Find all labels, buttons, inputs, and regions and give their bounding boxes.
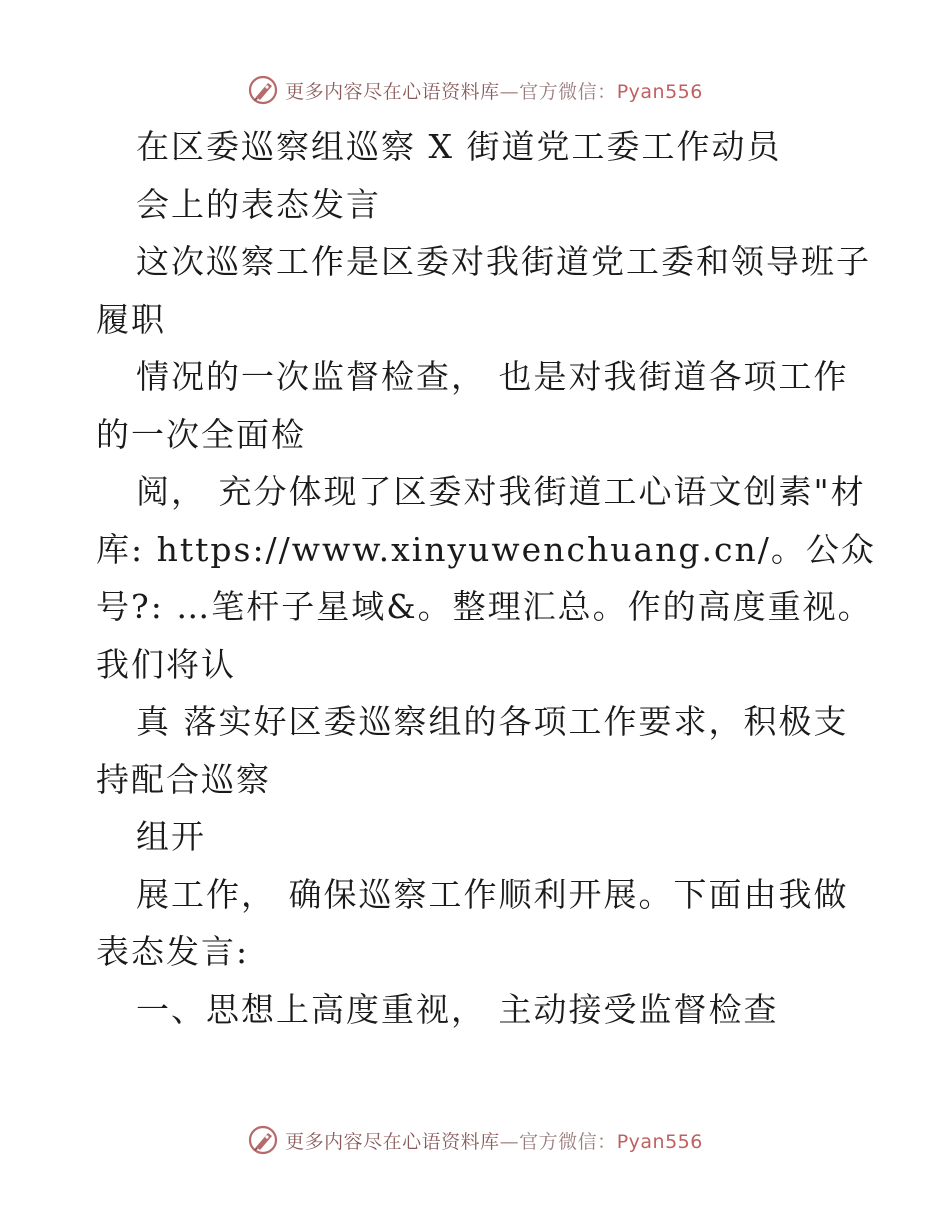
brand-text: 更多内容尽在心语资料库 [285,80,500,103]
text-line: 一、思想上高度重视， 主动接受监督检查 [136,989,779,1029]
text-line: 情况的一次监督检查， 也是对我街道各项工作 [136,357,849,396]
text-line: 我们将认 [96,644,236,684]
text-line: 在区委巡察组巡察 X 街道党工委工作动员 [136,127,782,166]
pen-nib-logo-icon [247,1124,279,1156]
text-line: 持配合巡察 [96,759,271,799]
text-line: 真 落实好区委巡察组的各项工作要求，积极支 [136,702,849,741]
wechat-handle: Pyan556 [616,1130,703,1153]
text-line: 展工作， 确保巡察工作顺利开展。下面由我做 [136,874,849,914]
document-body [96,118,876,1038]
text-line: 表态发言: [96,932,250,971]
banner-separator: — [499,80,520,103]
text-line: 履职 [96,299,166,339]
wechat-handle: Pyan556 [616,80,703,103]
text-line: 组开 [136,817,206,856]
brand-text: 更多内容尽在心语资料库 [285,1130,500,1153]
header-watermark-banner [0,70,950,110]
text-line: 的一次全面检 [96,414,306,454]
text-line: 号?: …笔杆子星域&。整理汇总。作的高度重视。 [96,587,873,626]
text-line: 会上的表态发言 [136,184,381,224]
wechat-label: 官方微信： [519,1130,617,1153]
header-watermark-text [285,77,703,104]
footer-watermark-banner [0,1120,950,1160]
pen-nib-logo-icon [247,74,279,106]
text-line: 这次巡察工作是区委对我街道党工委和领导班子 [136,242,871,281]
banner-separator: — [499,1130,520,1153]
text-line: 库: https://www.xinyuwenchuang.cn/。公众 [96,529,876,569]
footer-watermark-text [285,1127,703,1154]
text-line: 阅， 充分体现了区委对我街道工心语文创素"材 [136,472,866,511]
wechat-label: 官方微信： [519,80,617,103]
